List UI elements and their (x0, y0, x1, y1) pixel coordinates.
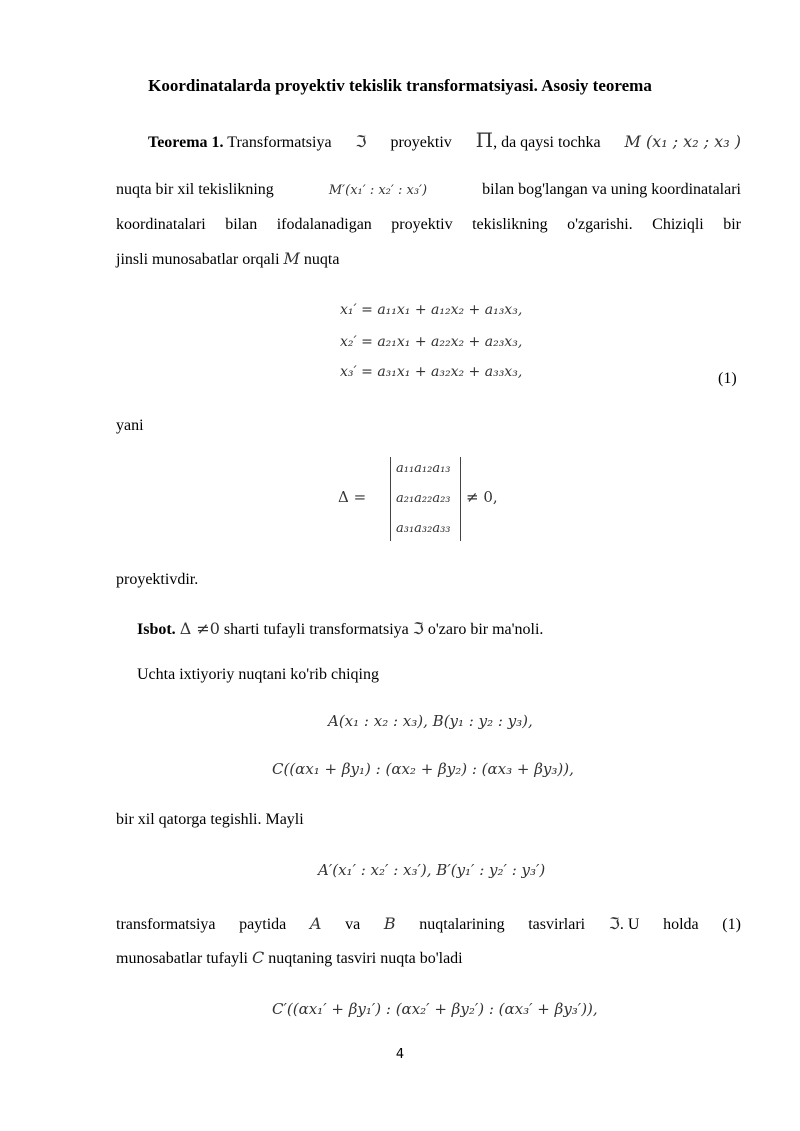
trans-text: nuqtalarining (419, 916, 505, 933)
yani-text: yani (116, 417, 144, 434)
theorem-text: nuqta bir xil tekislikning (116, 181, 274, 198)
det-row-3: a₃₁a₃₂a₃₃ (396, 521, 451, 536)
image-c: C′((αx₁′ + βy₁′) : (αx₂′ + βy₂′) : (αx₃′ + βy₃′)), (272, 1000, 598, 1018)
theorem-line-2 (116, 180, 741, 201)
collinear-text: bir xil qatorga tegishli. Mayli (116, 811, 304, 828)
equation-row-1: x₁′ = a₁₁x₁ + a₁₂x₂ + a₁₃x₃, (340, 302, 523, 318)
theorem-label: Teorema 1. (148, 134, 224, 151)
det-right-bar (460, 457, 461, 541)
delta-condition: Δ ≠0 (179, 619, 220, 638)
theorem-text: proyektiv (390, 134, 452, 151)
proof-text: o'zaro bir ma'noli. (427, 621, 544, 638)
final-line (116, 948, 741, 969)
det-row-2: a₂₁a₂₂a₂₃ (396, 491, 451, 506)
point-b-symbol: B (383, 914, 396, 933)
point-m-prime-coords: M′(x₁′ : x₂′ : x₃′) (328, 183, 428, 198)
equation-row-3: x₃′ = a₃₁x₁ + a₃₂x₂ + a₃₃x₃, (340, 364, 523, 380)
transform-symbol: ℑ (355, 132, 367, 151)
theorem-text: bilan bog'langan va uning koordinatalari (482, 181, 741, 198)
proyektivdir-text: proyektivdir. (116, 571, 199, 588)
point-c-symbol: C (251, 948, 265, 967)
proof-label: Isbot. (137, 621, 176, 638)
theorem-text: Transformatsiya (227, 134, 332, 151)
points-ab: A(x₁ : x₂ : x₃), B(y₁ : y₂ : y₃), (328, 712, 533, 730)
theorem-line-1 (148, 130, 741, 153)
theorem-line-4 (116, 249, 741, 270)
proof-line-2: Uchta ixtiyoriy nuqtani ko'rib chiqing (137, 666, 379, 683)
transform-symbol: ℑ (608, 914, 620, 933)
trans-text: va (345, 916, 361, 933)
transform-symbol: ℑ (412, 619, 424, 638)
trans-text: . U (619, 916, 640, 933)
point-c: C((αx₁ + βy₁) : (αx₂ + βy₂) : (αx₃ + βy₃)), (272, 760, 574, 778)
delta-symbol: Δ = (338, 488, 367, 506)
equation-number: (1) (718, 370, 737, 387)
point-m-coords: M (x₁ ; x₂ ; x₃ ) (624, 132, 741, 151)
determinant (338, 455, 538, 545)
final-text: nuqtaning tasviri nuqta bo'ladi (268, 950, 463, 967)
trans-text: transformatsiya (116, 916, 216, 933)
theorem-text: jinsli munosabatlar orqali (116, 251, 280, 268)
trans-line (116, 914, 741, 935)
det-left-bar (390, 457, 391, 541)
page-title: Koordinatalarda proyektiv tekislik transformatsiyasi. Asosiy teorema (148, 76, 652, 95)
final-text: munosabatlar tufayli (116, 950, 248, 967)
theorem-line-3: koordinatalari bilan ifodalanadigan proyektiv tekislikning o'zgarishi. Chiziqli bir (116, 216, 741, 233)
plane-symbol: Π (475, 128, 494, 152)
proof-line-1 (137, 619, 741, 640)
trans-text: paytida (239, 916, 287, 933)
page-number: 4 (395, 1047, 405, 1062)
equation-row-2: x₂′ = a₂₁x₁ + a₂₂x₂ + a₂₃x₃, (340, 334, 523, 350)
images-ab: A′(x₁′ : x₂′ : x₃′), B′(y₁′ : y₂′ : y₃′) (318, 861, 546, 879)
theorem-text: nuqta (303, 251, 340, 268)
trans-text: holda (663, 916, 699, 933)
trans-text: tasvirlari (528, 916, 586, 933)
det-row-1: a₁₁a₁₂a₁₃ (396, 461, 451, 476)
trans-text: (1) (722, 916, 741, 933)
det-neq: ≠ 0, (466, 488, 498, 506)
point-m-symbol: M (283, 249, 300, 268)
theorem-text: , da qaysi tochka (493, 134, 601, 151)
proof-text: sharti tufayli transformatsiya (223, 621, 409, 638)
point-a-symbol: A (309, 914, 322, 933)
